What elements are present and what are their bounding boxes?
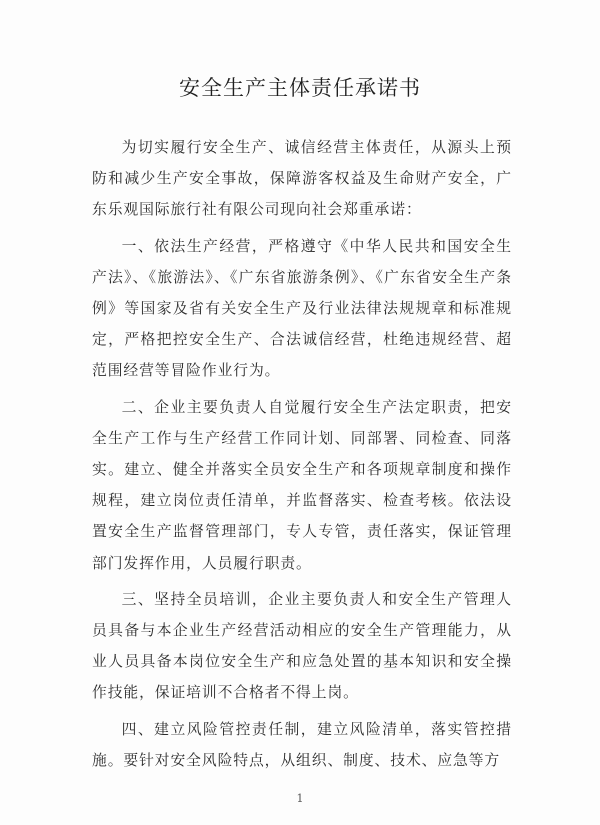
paragraph-4: 四、建立风险管控责任制，建立风险清单，落实管控措施。要针对安全风险特点，从组织、制度、技术、应急等方 bbox=[92, 720, 512, 769]
document-body bbox=[92, 132, 512, 781]
paragraph-2: 二、企业主要负责人自觉履行安全生产法定职责，把安全生产工作与生产经营工作同计划、同部署、同检查、同落实。建立、健全并落实全员安全生产和各项规章制度和操作规程，建立岗位责任清单，并监督落实、检查考核。依法设置安全生产监督管理部门，专人专管，责任落实，保证管理部门发挥作用，人员履行职责。 bbox=[92, 398, 512, 572]
page-number: 1 bbox=[296, 792, 304, 805]
page-title: 安全生产主体责任承诺书 bbox=[179, 76, 421, 100]
paragraph-1: 一、依法生产经营，严格遵守《中华人民共和国安全生产法》、《旅游法》、《广东省旅游条例》、《广东省安全生产条例》等国家及省有关安全生产及行业法律法规规章和标准规定，严格把控安全生产、合法诚信经营，杜绝违规经营、超范围经营等冒险作业行为。 bbox=[92, 237, 512, 380]
paragraph-intro: 为切实履行安全生产、诚信经营主体责任，从源头上预防和减少生产安全事故，保障游客权益及生命财产安全，广东乐观国际旅行社有限公司现向社会郑重承诺： bbox=[92, 139, 512, 219]
paragraph-3: 三、坚持全员培训，企业主要负责人和安全生产管理人员具备与本企业生产经营活动相应的安全生产管理能力，从业人员具备本岗位安全生产和应急处置的基本知识和安全操作技能，保证培训不合格者不得上岗。 bbox=[92, 590, 512, 702]
